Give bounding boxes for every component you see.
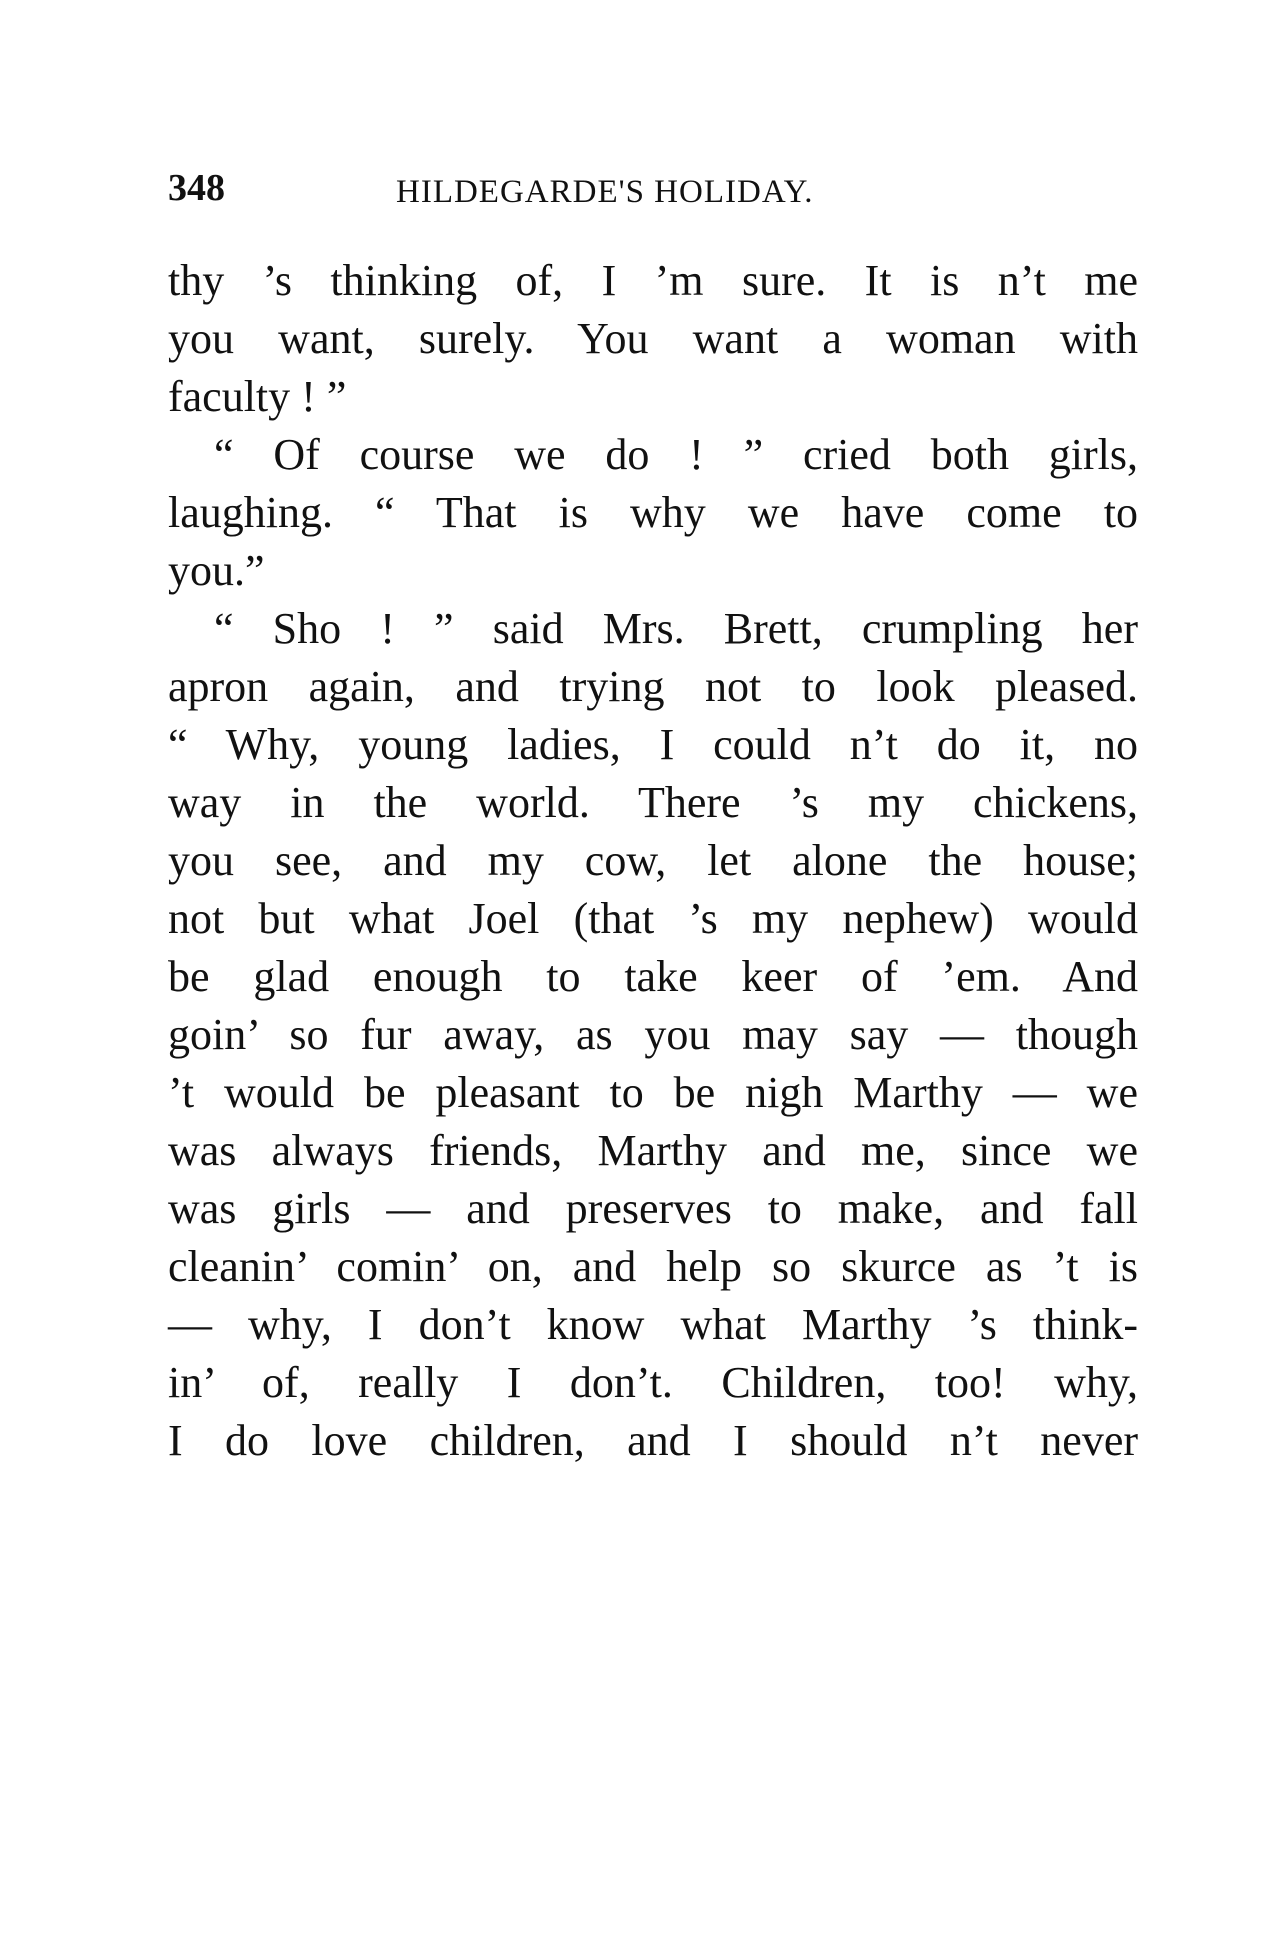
text-line: goin’ so fur away, as you may say — though [168, 1010, 1138, 1059]
text-line: apron again, and trying not to look pleased. [168, 662, 1138, 711]
text-line: “ Sho ! ” said Mrs. Brett, crumpling her [214, 604, 1138, 653]
text-line: in’ of, really I don’t. Children, too! why, [168, 1358, 1138, 1407]
text-line: cleanin’ comin’ on, and help so skurce as ’t is [168, 1242, 1138, 1291]
text-line: I do love children, and I should n’t never [168, 1416, 1138, 1465]
text-line: you see, and my cow, let alone the house; [168, 836, 1138, 885]
text-line: be glad enough to take keer of ’em. And [168, 952, 1138, 1001]
text-line: — why, I don’t know what Marthy ’s think- [168, 1300, 1138, 1349]
text-line: faculty ! ” [168, 372, 347, 421]
text-line: thy ’s thinking of, I ’m sure. It is n’t me [168, 256, 1138, 305]
text-line: “ Of course we do ! ” cried both girls, [214, 430, 1138, 479]
running-title: HILDEGARDE'S HOLIDAY. [396, 174, 814, 210]
text-line: you.” [168, 546, 265, 595]
text-line: was always friends, Marthy and me, since we [168, 1126, 1138, 1175]
text-line: ’t would be pleasant to be nigh Marthy — we [168, 1068, 1138, 1117]
page-header [168, 163, 1168, 213]
text-line: was girls — and preserves to make, and fall [168, 1184, 1138, 1233]
text-line: way in the world. There ’s my chickens, [168, 778, 1138, 827]
text-line: you want, surely. You want a woman with [168, 314, 1138, 363]
text-line: “ Why, young ladies, I could n’t do it, no [168, 720, 1138, 769]
page-number: 348 [168, 167, 225, 209]
text-line: not but what Joel (that ’s my nephew) would [168, 894, 1138, 943]
text-line: laughing. “ That is why we have come to [168, 488, 1138, 537]
